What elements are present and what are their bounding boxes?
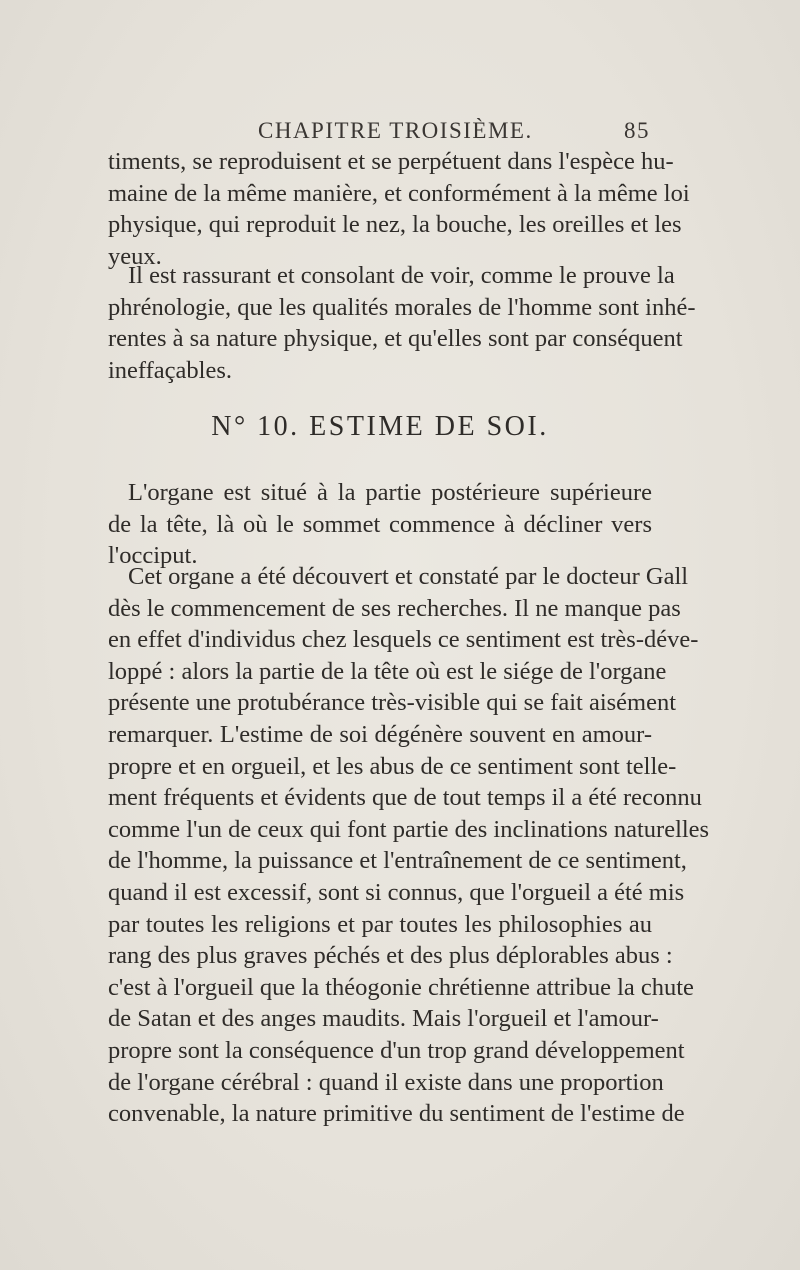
text-line: timents, se reproduisent et se perpétuent dans l'espèce hu- xyxy=(108,148,674,175)
paragraph-organ-discovery xyxy=(108,561,710,1130)
text-line: Cet organe a été découvert et constaté par le docteur Gall xyxy=(128,563,689,590)
text-line: remarquer. L'estime de soi dégénère souvent en amour- xyxy=(108,720,652,748)
text-line: yeux. xyxy=(108,242,162,270)
paragraph-organ-location xyxy=(108,477,652,572)
text-line: dès le commencement de ses recherches. Il ne manque pas xyxy=(108,594,681,622)
text-line: par toutes les religions et par toutes les philosophies au xyxy=(108,910,652,938)
chapter-title: CHAPITRE TROISIÈME. xyxy=(258,118,533,143)
text-line: l'occiput. xyxy=(108,542,198,570)
text-line: quand il est excessif, sont si connus, que l'orgueil a été mis xyxy=(108,878,685,906)
text-line: c'est à l'orgueil que la théogonie chrétienne attribue la chute xyxy=(108,973,694,1001)
text-line: présente une protubérance très-visible qui se fait aisément xyxy=(108,689,677,717)
text-line: phrénologie, que les qualités morales de l'homme sont inhé- xyxy=(108,293,696,321)
text-line: en effet d'individus chez lesquels ce sentiment est très-déve- xyxy=(108,626,699,654)
text-line: ineffaçables. xyxy=(108,356,233,384)
text-line: L'organe est situé à la partie postérieure supérieure xyxy=(128,479,652,506)
text-line: de Satan et des anges maudits. Mais l'orgueil et l'amour- xyxy=(108,1005,659,1033)
page-number: 85 xyxy=(624,118,650,143)
paragraph-phrenology xyxy=(108,260,696,386)
text-line: de l'homme, la puissance et l'entraînement de ce sentiment, xyxy=(108,847,687,875)
text-line: propre sont la conséquence d'un trop grand développement xyxy=(108,1036,685,1064)
text-line: comme l'un de ceux qui font partie des inclinations naturelles xyxy=(108,815,710,843)
paragraph-continuation xyxy=(108,146,690,272)
text-line: Il est rassurant et consolant de voir, comme le prouve la xyxy=(128,262,675,289)
running-head xyxy=(108,118,650,148)
text-line: de la tête, là où le sommet commence à décliner vers xyxy=(108,510,652,538)
text-line: convenable, la nature primitive du sentiment de l'estime de xyxy=(108,1100,685,1128)
text-line: ment fréquents et évidents que de tout temps il a été reconnu xyxy=(108,784,702,812)
text-line: loppé : alors la partie de la tête où est le siége de l'organe xyxy=(108,657,667,685)
section-heading: N° 10. ESTIME DE SOI. xyxy=(211,411,549,442)
text-line: rentes à sa nature physique, et qu'elles sont par conséquent xyxy=(108,325,683,353)
text-line: de l'organe cérébral : quand il existe dans une proportion xyxy=(108,1068,664,1096)
text-line: maine de la même manière, et conformément à la même loi xyxy=(108,179,690,207)
text-line: rang des plus graves péchés et des plus déplorables abus : xyxy=(108,942,673,970)
text-line: physique, qui reproduit le nez, la bouche, les oreilles et les xyxy=(108,211,682,239)
text-line: propre et en orgueil, et les abus de ce sentiment sont telle- xyxy=(108,752,677,780)
